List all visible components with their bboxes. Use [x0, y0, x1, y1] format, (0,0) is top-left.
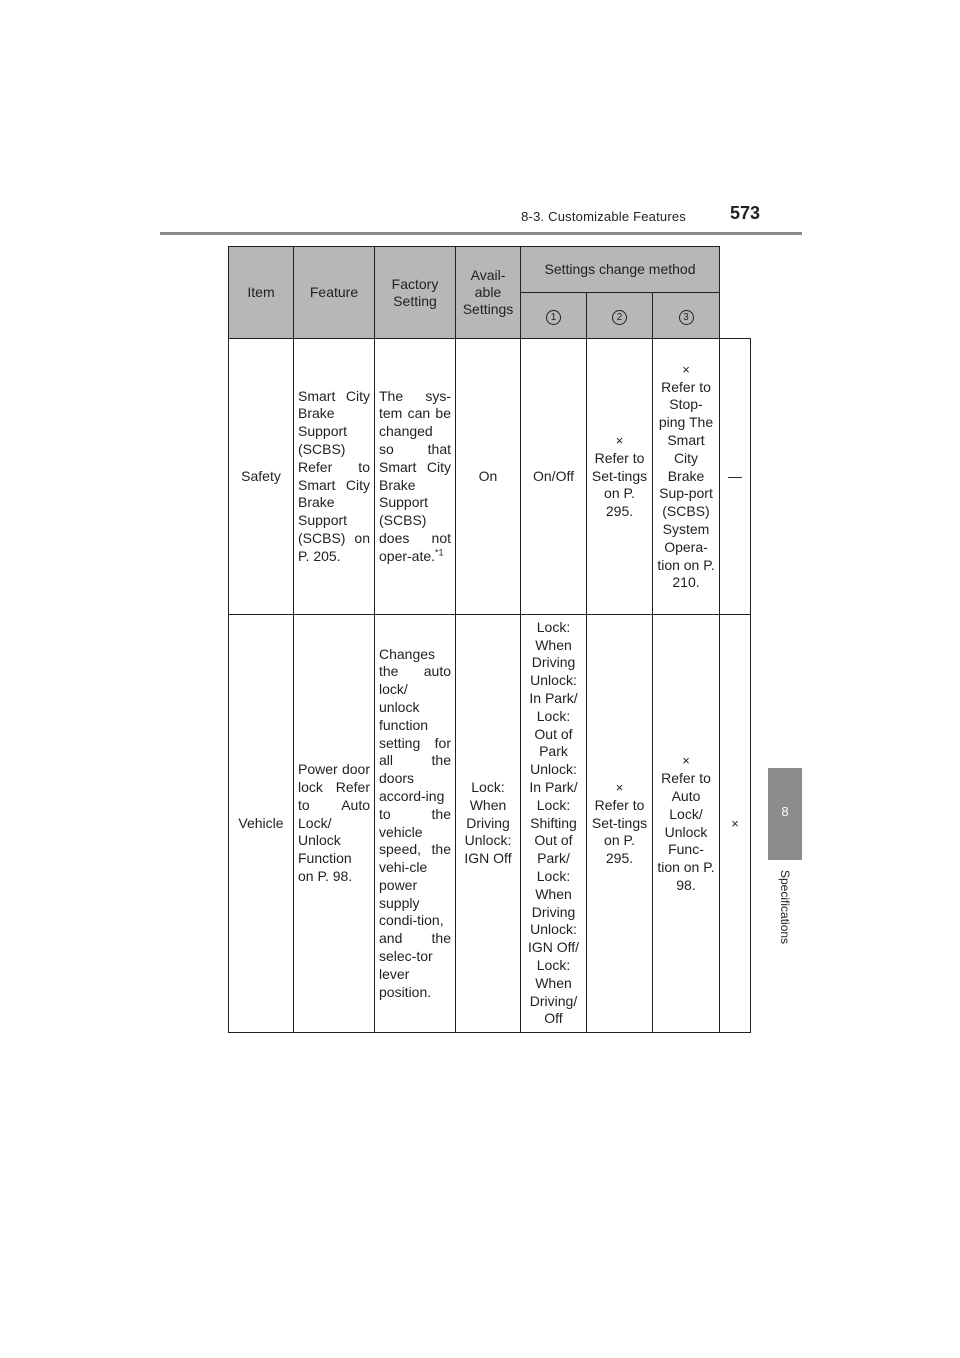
row-safety-available: On/Off — [521, 339, 587, 615]
chapter-tab-label — [764, 870, 806, 960]
row-safety-factory: On — [456, 339, 521, 615]
table-row — [229, 339, 751, 615]
row-safety-method-1 — [587, 339, 653, 615]
header-feature: Feature — [294, 247, 375, 339]
row-vehicle-factory: Lock: When Driving Unlock: IGN Off — [456, 615, 521, 1033]
header-factory-setting: Factory Setting — [375, 247, 456, 339]
not-available-mark: × — [682, 361, 690, 377]
row-safety-method-3: — — [720, 339, 751, 615]
method-1-number: 1 — [546, 310, 561, 325]
row-safety-name: Smart City Brake Support (SCBS) Refer to Smart City Brake Support (SCBS) on P. 205. — [294, 339, 375, 615]
header-rule — [160, 232, 802, 235]
row-vehicle-available: Lock: When Driving Unlock: In Park/ Lock: Out of Park Unlock: In Park/ Lock: Shifting Out of Park/ Lock: When Driving Unlock: IGN Off/ Lock: When Driving/ Off — [521, 615, 587, 1033]
row-vehicle-method-1-text: Refer to Set-tings on P. 295. — [591, 796, 648, 867]
row-safety-method-2-text: Refer to Stop-ping The Smart City Brake Sup-port (SCBS) System Opera-tion on P. 210. — [657, 378, 715, 591]
row-safety-feature-text: The sys-tem can be changed so that Smart City Brake Support (SCBS) does not oper-ate. — [379, 387, 451, 564]
chapter-tab-label-text: Specifications — [778, 870, 792, 945]
chapter-tab-number: 8 — [781, 804, 789, 819]
row-vehicle-method-1 — [587, 615, 653, 1033]
row-vehicle-name: Power door lock Refer to Auto Lock/ Unlock Function on P. 98. — [294, 615, 375, 1033]
row-safety-method-2 — [653, 339, 720, 615]
customizable-features-table — [228, 246, 751, 1033]
header-item: Item — [229, 247, 294, 339]
header-method-1 — [521, 293, 587, 339]
chapter-tab — [768, 768, 802, 860]
row-vehicle-feature: Changes the auto lock/ unlock function setting for all the doors accord-ing to the vehicle speed, the vehi-cle power supply condi-tion, and the selec-tor lever position. — [375, 615, 456, 1033]
header-available-settings: Avail-able Settings — [456, 247, 521, 339]
header-method-3 — [653, 293, 720, 339]
row-vehicle-method-2 — [653, 615, 720, 1033]
header-method-2 — [587, 293, 653, 339]
section-title: 8-3. Customizable Features — [521, 209, 686, 224]
header-settings-change-method: Settings change method — [521, 247, 720, 293]
page-number: 573 — [729, 203, 760, 223]
not-available-mark: × — [615, 433, 624, 448]
method-2-number: 2 — [612, 310, 627, 325]
row-safety-feature — [375, 339, 456, 615]
not-available-mark: × — [615, 780, 624, 795]
row-vehicle-method-2-text: Refer to Auto Lock/ Unlock Func-tion on P. 98. — [657, 770, 715, 893]
table-row — [229, 615, 751, 1033]
page-header — [160, 0, 802, 236]
row-safety-method-1-text: Refer to Set-tings on P. 295. — [591, 449, 648, 520]
row-safety-item: Safety — [229, 339, 294, 615]
row-vehicle-item: Vehicle — [229, 615, 294, 1033]
footnote-marker: *1 — [435, 547, 444, 558]
not-available-mark: × — [682, 753, 690, 769]
method-3-number: 3 — [679, 310, 694, 325]
row-vehicle-method-3: × — [720, 615, 751, 1033]
